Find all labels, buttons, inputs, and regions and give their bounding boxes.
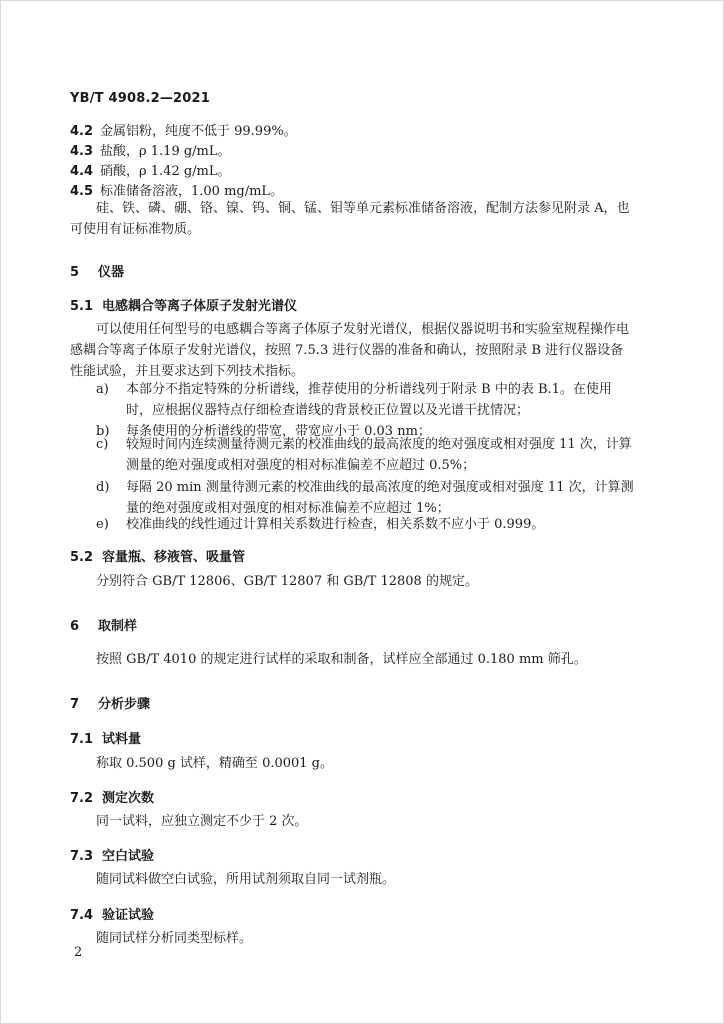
section-7-3-paragraph: 随同试料做空白试验，所用试剂须取自同一试剂瓶。 [96, 872, 396, 887]
list-text: 每条使用的分析谱线的带宽，带宽应小于 0.03 nm； [126, 424, 431, 439]
item-4-4 [70, 163, 231, 181]
list-text: 每隔 20 min 测量待测元素的校准曲线的最高浓度的绝对强度或相对强度 11 次，计算测量的绝对强度或相对强度的相对标准偏差不应超过 1%； [126, 480, 634, 516]
page-edge-mark [1, 509, 11, 519]
section-title: 容量瓶、移液管、吸量管 [102, 550, 246, 565]
section-6-paragraph: 按照 GB/T 4010 的规定进行试样的采取和制备，试样应全部通过 0.180 mm 筛孔。 [96, 652, 587, 667]
item-number: 4.3 [70, 144, 94, 159]
section-number: 5.1 [70, 299, 94, 314]
list-item [96, 514, 641, 535]
section-5-2-paragraph: 分别符合 GB/T 12806、GB/T 12807 和 GB/T 12808 的规定。 [96, 574, 478, 589]
item-4-3 [70, 143, 231, 161]
list-text: 较短时间内连续测量待测元素的校准曲线的最高浓度的绝对强度或相对强度 11 次，计算测量的绝对强度或相对强度的相对标准偏差不应超过 0.5%； [126, 437, 632, 473]
section-title: 电感耦合等离子体原子发射光谱仪 [102, 299, 298, 314]
section-title: 分析步骤 [98, 697, 151, 712]
section-number: 5.2 [70, 550, 94, 565]
list-marker: d) [96, 480, 110, 495]
item-number: 4.2 [70, 124, 94, 139]
list-text: 本部分不指定特殊的分析谱线，推荐使用的分析谱线列于附录 B 中的表 B.1。在使用时，应根据仪器特点仔细检查谱线的背景校正位置以及光谱干扰情况； [126, 382, 612, 418]
section-7-heading [70, 693, 150, 712]
section-title: 仪器 [98, 265, 125, 280]
section-number: 7.3 [70, 849, 94, 864]
list-item [96, 434, 641, 476]
list-marker: b) [96, 424, 110, 439]
section-4-note: 硅、铁、磷、硼、铬、镍、钨、铜、锰、钼等单元素标准储备溶液，配制方法参见附录 A，也可使用有证标准物质。 [70, 201, 630, 237]
item-text: 硝酸，ρ 1.42 g/mL。 [100, 164, 231, 179]
section-title: 空白试验 [102, 849, 155, 864]
section-7-4-heading [70, 904, 154, 923]
item-number: 4.5 [70, 184, 94, 199]
section-5-1-paragraph: 可以使用任何型号的电感耦合等离子体原子发射光谱仪，根据仪器说明书和实验室规程操作电感耦合等离子体原子发射光谱仪，按照 7.5.3 进行仪器的准备和确认，按照附录 B 进行仪器设备性能试验，并且要求达到下列技术指标。 [70, 322, 630, 379]
section-number: 6 [70, 619, 80, 634]
section-title: 验证试验 [102, 908, 155, 923]
section-number: 7.4 [70, 908, 94, 923]
item-text: 盐酸，ρ 1.19 g/mL。 [100, 144, 231, 159]
item-number: 4.4 [70, 164, 94, 179]
section-number: 7.1 [70, 732, 94, 747]
list-item [96, 477, 641, 519]
section-5-2-heading [70, 546, 245, 565]
list-item [96, 379, 641, 421]
list-marker: c) [96, 437, 109, 452]
section-7-2-paragraph: 同一试料，应独立测定不少于 2 次。 [96, 814, 308, 829]
page-number: 2 [74, 945, 83, 960]
section-7-1-paragraph: 称取 0.500 g 试样，精确至 0.0001 g。 [96, 756, 334, 771]
section-number: 7 [70, 697, 80, 712]
section-7-2-heading [70, 787, 154, 806]
item-4-2 [70, 123, 297, 141]
section-number: 5 [70, 265, 80, 280]
section-title: 取制样 [98, 619, 138, 634]
item-text: 标准储备溶液，1.00 mg/mL。 [100, 184, 284, 199]
section-6-heading [70, 615, 137, 634]
section-title: 测定次数 [102, 791, 155, 806]
list-marker: a) [96, 382, 109, 397]
section-7-4-paragraph: 随同试样分析同类型标样。 [96, 931, 253, 946]
list-text: 校准曲线的线性通过计算相关系数进行检查，相关系数不应小于 0.999。 [126, 517, 545, 532]
section-7-3-heading [70, 845, 154, 864]
section-7-1-heading [70, 728, 141, 747]
document-code: YB/T 4908.2—2021 [70, 91, 211, 106]
item-text: 金属铝粉，纯度不低于 99.99%。 [100, 124, 297, 139]
section-number: 7.2 [70, 791, 94, 806]
section-title: 试料量 [102, 732, 142, 747]
section-5-1-heading [70, 295, 297, 314]
list-marker: e) [96, 517, 109, 532]
section-5-heading [70, 261, 124, 280]
